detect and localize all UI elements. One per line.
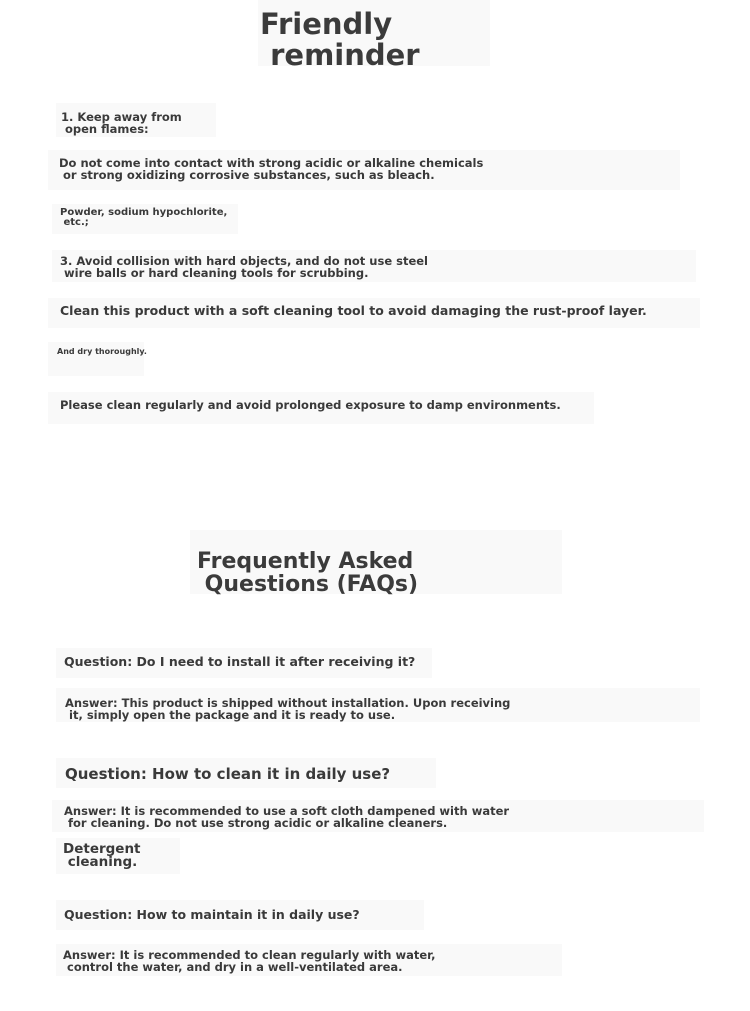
reminder-item: 3. Avoid collision with hard objects, and do not use steel wire balls or hard cleaning tools for scrubbing. — [60, 254, 428, 280]
faq-answer-extra: Detergent cleaning. — [63, 841, 141, 870]
reminder-item: Please clean regularly and avoid prolonged exposure to damp environments. — [60, 398, 561, 412]
reminder-item: Clean this product with a soft cleaning tool to avoid damaging the rust-proof layer. — [60, 303, 647, 318]
faq-answer: Answer: It is recommended to use a soft cloth dampened with water for cleaning. Do not use strong acidic or alkaline cleaners. — [64, 804, 510, 830]
faq-title: Frequently Asked Questions (FAQs) — [197, 549, 419, 597]
faq-answer: Answer: This product is shipped without installation. Upon receiving it, simply open the package and it is ready to use. — [65, 696, 511, 722]
reminder-item: 1. Keep away from open flames: — [61, 110, 182, 136]
reminder-item: Do not come into contact with strong acidic or alkaline chemicals or strong oxidizing corrosive substances, such as bleach. — [59, 156, 484, 182]
faq-question: Question: How to maintain it in daily use? — [64, 907, 360, 922]
reminder-item: And dry thoroughly. — [57, 347, 147, 356]
faq-question: Question: Do I need to install it after receiving it? — [64, 654, 416, 669]
faq-question: Question: How to clean it in daily use? — [65, 765, 391, 783]
reminder-item: Powder, sodium hypochlorite, etc.; — [60, 207, 228, 228]
faq-answer: Answer: It is recommended to clean regularly with water, control the water, and dry in a well-ventilated area. — [63, 948, 436, 974]
reminder-title: Friendly reminder — [260, 7, 420, 72]
